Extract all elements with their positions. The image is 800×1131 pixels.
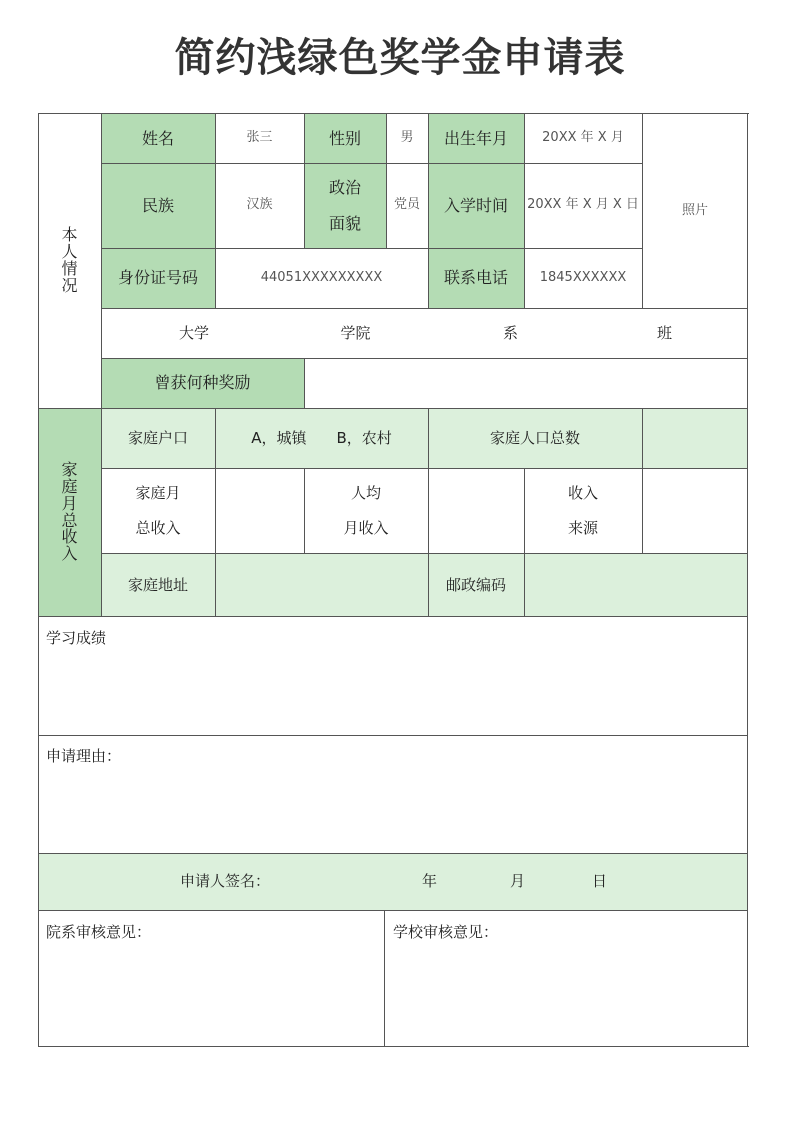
per-capita-value[interactable] [428, 468, 524, 553]
table-border-left [38, 113, 39, 1047]
table-divider [304, 468, 305, 553]
vertical-label-char: 情 [61, 259, 78, 278]
table-divider [101, 248, 642, 249]
table-divider [215, 113, 216, 308]
signature-year: 年 [422, 872, 438, 890]
table-divider [524, 113, 525, 308]
gender-value[interactable]: 男 [400, 130, 414, 146]
vertical-label-char: 人 [61, 242, 78, 262]
vertical-label-char: 庭 [61, 476, 78, 496]
monthly-income-label-line2: 总收入 [135, 518, 181, 537]
photo-box[interactable] [642, 114, 748, 308]
table-divider [101, 468, 748, 469]
political-label [304, 163, 386, 248]
school-review-box[interactable] [385, 911, 748, 1047]
family-section-label-char [61, 462, 77, 563]
table-divider [428, 113, 429, 308]
id-label: 身份证号码 [101, 248, 215, 308]
signature-row[interactable] [38, 853, 748, 911]
school-review-label: 学校审核意见： [393, 923, 499, 941]
per-capita-label-line1: 人均 [350, 483, 381, 502]
enroll-value[interactable]: 20XX 年 X 月 X 日 [527, 197, 639, 213]
reason-box[interactable] [38, 735, 748, 853]
political-label-line1: 政治 [328, 177, 361, 197]
dept-review-label: 院系审核意见： [46, 923, 152, 941]
ethnicity-label: 民族 [101, 163, 215, 248]
dept-review-box[interactable] [38, 911, 385, 1047]
per-capita-label-line2: 月收入 [343, 518, 389, 537]
address-label: 家庭地址 [101, 553, 215, 617]
monthly-income-value[interactable] [215, 468, 304, 553]
income-source-value[interactable] [642, 468, 748, 553]
id-value[interactable]: 44051XXXXXXXXX [260, 269, 383, 285]
table-divider [642, 408, 643, 553]
household-options[interactable]: A，城镇 B，农村 [215, 408, 428, 468]
table-divider [524, 468, 525, 617]
table-divider [38, 616, 748, 617]
monthly-income-label-line1: 家庭月 [135, 483, 181, 502]
address-value[interactable] [215, 553, 428, 617]
members-label: 家庭人口总数 [428, 408, 642, 468]
ethnicity-value[interactable]: 汉族 [246, 197, 273, 213]
political-label-line2: 面貌 [328, 213, 361, 233]
birth-value[interactable]: 20XX 年 X 月 [542, 130, 624, 146]
members-value[interactable] [642, 408, 748, 468]
table-divider [101, 113, 102, 617]
vertical-label-char: 家 [61, 460, 78, 480]
gender-label: 性别 [304, 114, 386, 163]
awards-label: 曾获何种奖励 [101, 358, 304, 408]
table-divider [304, 113, 305, 248]
table-divider [215, 408, 216, 617]
birth-label: 出生年月 [428, 114, 524, 163]
table-divider [101, 308, 748, 309]
personal-section-label-char [61, 227, 77, 294]
table-divider [101, 553, 748, 554]
table-border-bottom [38, 1046, 749, 1047]
table-divider [386, 113, 387, 248]
vertical-label-char: 入 [61, 544, 78, 564]
name-label: 姓名 [101, 114, 215, 163]
table-divider [428, 408, 429, 617]
postal-value[interactable] [524, 553, 748, 617]
per-capita-label [304, 468, 428, 553]
phone-label: 联系电话 [428, 248, 524, 308]
income-source-label [524, 468, 642, 553]
income-source-label-line1: 收入 [567, 483, 598, 502]
vertical-label-char: 月 [61, 493, 78, 513]
form-title: 简约浅绿色奖学金申请表 [174, 35, 626, 81]
table-divider [38, 735, 748, 736]
income-source-label-line2: 来源 [567, 518, 598, 537]
personal-section-label [38, 114, 101, 408]
signature-label: 申请人签名： [180, 872, 271, 890]
enroll-label: 入学时间 [428, 163, 524, 248]
table-divider [384, 911, 385, 1047]
vertical-label-char: 总 [61, 510, 78, 530]
class-label: 班 [656, 323, 672, 342]
signature-day: 日 [592, 872, 608, 890]
table-divider [38, 910, 748, 911]
table-divider [101, 163, 642, 164]
university-label: 大学 [178, 323, 209, 342]
college-label: 学院 [340, 323, 371, 342]
table-border-right [747, 113, 748, 1047]
vertical-label-char: 收 [61, 527, 78, 547]
table-divider [642, 113, 643, 308]
table-divider [304, 358, 305, 408]
table-divider [101, 358, 748, 359]
postal-label: 邮政编码 [428, 553, 524, 617]
vertical-label-char: 况 [61, 275, 78, 295]
signature-month: 月 [510, 872, 526, 890]
grades-label: 学习成绩 [46, 629, 107, 647]
political-value[interactable]: 党员 [393, 197, 420, 213]
household-label: 家庭户口 [101, 408, 215, 468]
vertical-label-char: 本 [61, 225, 78, 245]
department-label: 系 [502, 323, 518, 342]
grades-box[interactable] [38, 617, 748, 735]
family-section-label [38, 408, 101, 617]
awards-value[interactable] [304, 358, 748, 408]
table-divider [38, 853, 748, 854]
phone-value[interactable]: 1845XXXXXX [539, 269, 627, 285]
photo-label: 照片 [681, 202, 708, 218]
name-value[interactable]: 张三 [246, 130, 273, 146]
monthly-income-label [101, 468, 215, 553]
reason-label: 申请理由： [46, 747, 122, 765]
